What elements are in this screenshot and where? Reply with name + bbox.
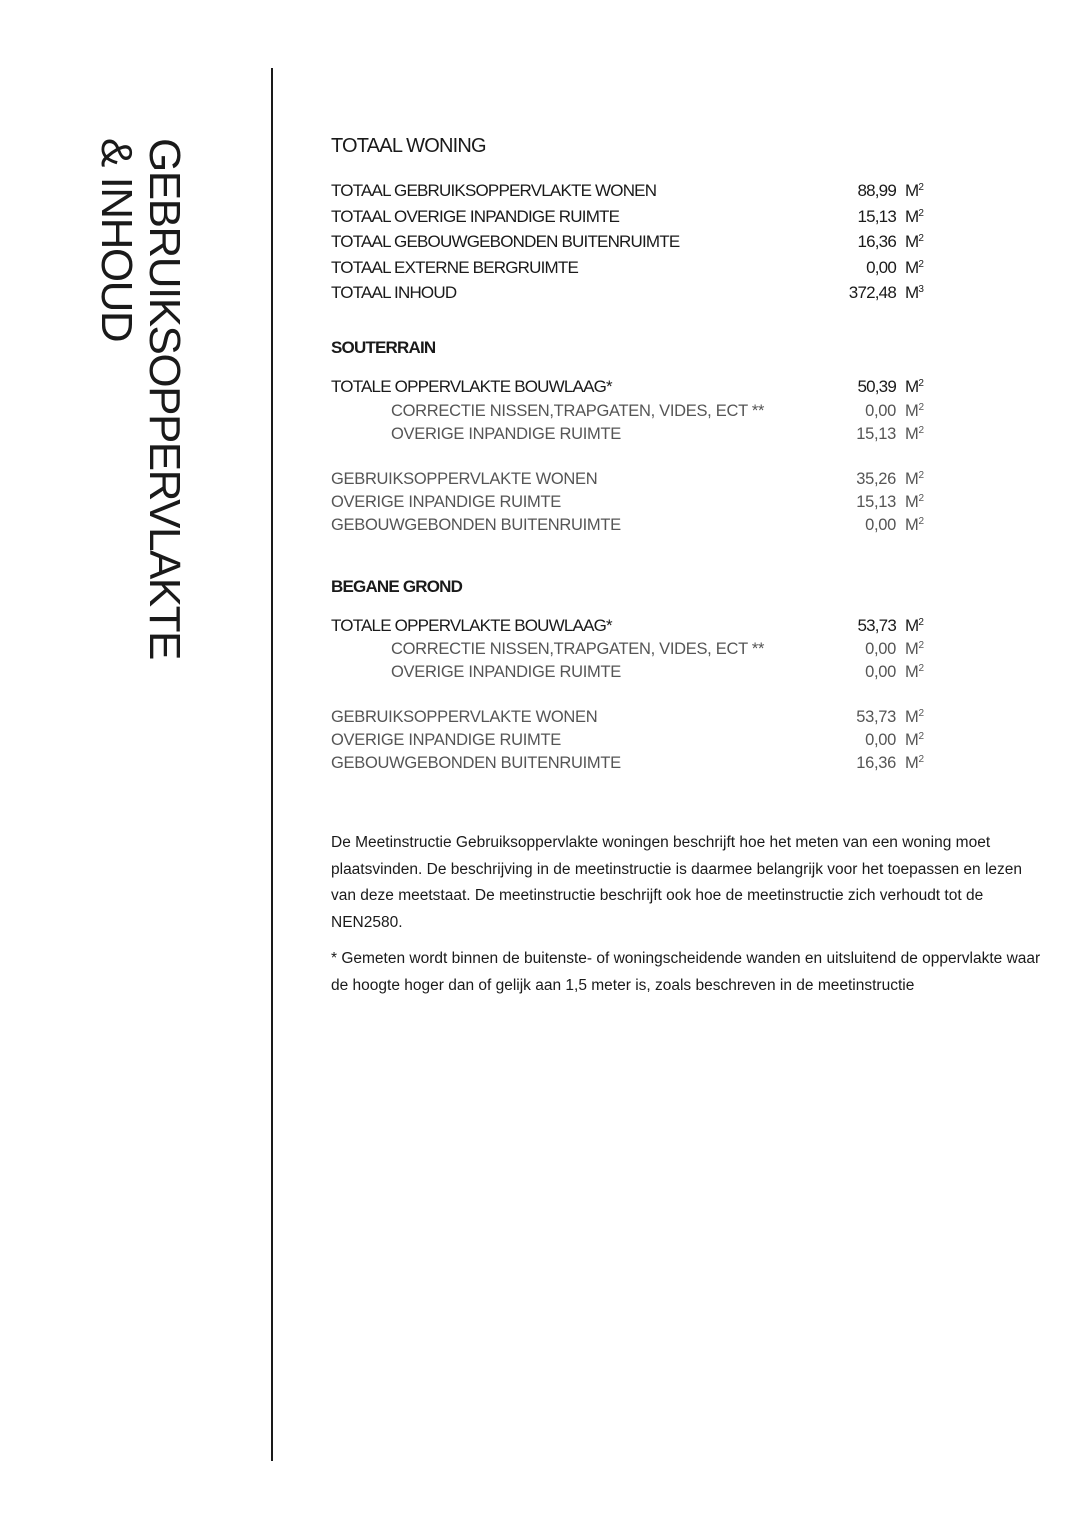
table-row [331, 468, 1041, 491]
note-paragraph-1: De Meetinstructie Gebruiksoppervlakte woningen beschrijft hoe het meten van een woning moet plaatsvinden. De beschrijving in de meetinstructie is daarmee belangrijk voor het toepassen en lezen van deze meetstaat. De meetinstructie beschrijft ook hoe de meetinstructie zich verhoudt tot de NEN2580. [331, 834, 1023, 931]
side-title-line1: GEBRUIKSOPPERVLAKTE [140, 138, 189, 659]
row-value: 15,13 [857, 206, 896, 226]
row-value: 0,00 [865, 640, 896, 659]
row-unit: $M^2$ [905, 731, 924, 750]
row-unit: $M^2$ [905, 663, 924, 682]
row-value: 35,26 [856, 469, 896, 488]
table-row [331, 706, 1041, 729]
row-unit: $M^2$ [905, 424, 924, 443]
table-row [331, 613, 1041, 639]
row-label: TOTAAL EXTERNE BERGRUIMTE [331, 257, 579, 277]
table-row [331, 400, 1041, 423]
row-label: GEBRUIKSOPPERVLAKTE WONEN [331, 469, 598, 488]
row-unit: $M^2$ [905, 181, 924, 200]
totaal-heading: TOTAAL WONING [331, 135, 486, 157]
row-value: 0,00 [865, 401, 896, 420]
table-row [331, 423, 1041, 446]
row-value: 53,73 [856, 708, 896, 727]
row-value: 16,36 [856, 754, 896, 773]
row-unit: $M^2$ [905, 640, 924, 659]
row-value: 15,13 [856, 492, 896, 511]
table-row [331, 280, 1041, 306]
table-row [331, 229, 1041, 255]
row-value: 88,99 [857, 181, 896, 200]
row-label: TOTAAL OVERIGE INPANDIGE RUIMTE [331, 206, 620, 226]
row-unit: $M^2$ [905, 376, 924, 396]
row-label: TOTAAL GEBRUIKSOPPERVLAKTE WONEN [331, 181, 657, 200]
row-unit: $M^2$ [905, 469, 924, 488]
row-label: GEBOUWGEBONDEN BUITENRUIMTE [331, 754, 621, 773]
row-value: 0,00 [865, 731, 896, 750]
row-unit: $M^2$ [905, 754, 924, 773]
row-value: 16,36 [857, 232, 896, 252]
row-value: 53,73 [857, 615, 896, 635]
totaal-rows [331, 178, 1041, 306]
table-row [331, 729, 1041, 752]
row-label: CORRECTIE NISSEN,TRAPGATEN, VIDES, ECT ** [391, 401, 765, 420]
table-row [331, 638, 1041, 661]
notes [331, 830, 1043, 1009]
row-unit: $M^2$ [905, 401, 924, 420]
side-title [92, 138, 188, 659]
row-unit: $M^2$ [905, 232, 924, 252]
table-row [331, 204, 1041, 230]
row-value: 372,48 [848, 283, 896, 303]
row-label: OVERIGE INPANDIGE RUIMTE [391, 663, 621, 682]
row-unit: $M^2$ [905, 492, 924, 511]
table-row [331, 491, 1041, 514]
row-label: TOTALE OPPERVLAKTE BOUWLAAG* [331, 376, 612, 396]
row-label: OVERIGE INPANDIGE RUIMTE [331, 731, 561, 750]
row-value: 0,00 [865, 663, 896, 682]
souterrain-heading: SOUTERRAIN [331, 337, 436, 357]
row-label: TOTAAL GEBOUWGEBONDEN BUITENRUIMTE [331, 232, 680, 252]
row-label: GEBOUWGEBONDEN BUITENRUIMTE [331, 515, 621, 534]
row-value: 50,39 [857, 376, 896, 396]
begane-grond-heading: BEGANE GROND [331, 576, 463, 596]
table-row [331, 374, 1041, 400]
vertical-divider [271, 68, 273, 1461]
row-label: OVERIGE INPANDIGE RUIMTE [391, 424, 621, 443]
table-row [331, 514, 1041, 537]
row-label: TOTALE OPPERVLAKTE BOUWLAAG* [331, 615, 612, 635]
note-paragraph-2: * Gemeten wordt binnen de buitenste- of woningscheidende wanden en uitsluitend de oppervlakte waar de hoogte hoger dan of gelijk aan 1,5 meter is, zoals beschreven in de meetinstructie [331, 950, 1041, 994]
row-unit: $M^2$ [905, 515, 924, 534]
row-label: GEBRUIKSOPPERVLAKTE WONEN [331, 708, 598, 727]
measurement-table [331, 132, 1041, 775]
side-title-line2: & INHOUD [92, 138, 141, 342]
row-unit: $M^2$ [905, 206, 924, 226]
table-row [331, 752, 1041, 775]
row-unit: $M^2$ [905, 615, 924, 635]
row-unit: $M^2$ [905, 708, 924, 727]
table-row [331, 255, 1041, 281]
table-row [331, 178, 1041, 204]
row-unit: $M^3$ [905, 283, 924, 303]
row-label: OVERIGE INPANDIGE RUIMTE [331, 492, 561, 511]
row-unit: $M^2$ [905, 257, 924, 277]
row-label: CORRECTIE NISSEN,TRAPGATEN, VIDES, ECT ** [391, 640, 765, 659]
table-row [331, 661, 1041, 684]
row-label: TOTAAL INHOUD [331, 283, 457, 303]
row-value: 15,13 [856, 424, 896, 443]
row-value: 0,00 [865, 515, 896, 534]
row-value: 0,00 [866, 257, 896, 277]
